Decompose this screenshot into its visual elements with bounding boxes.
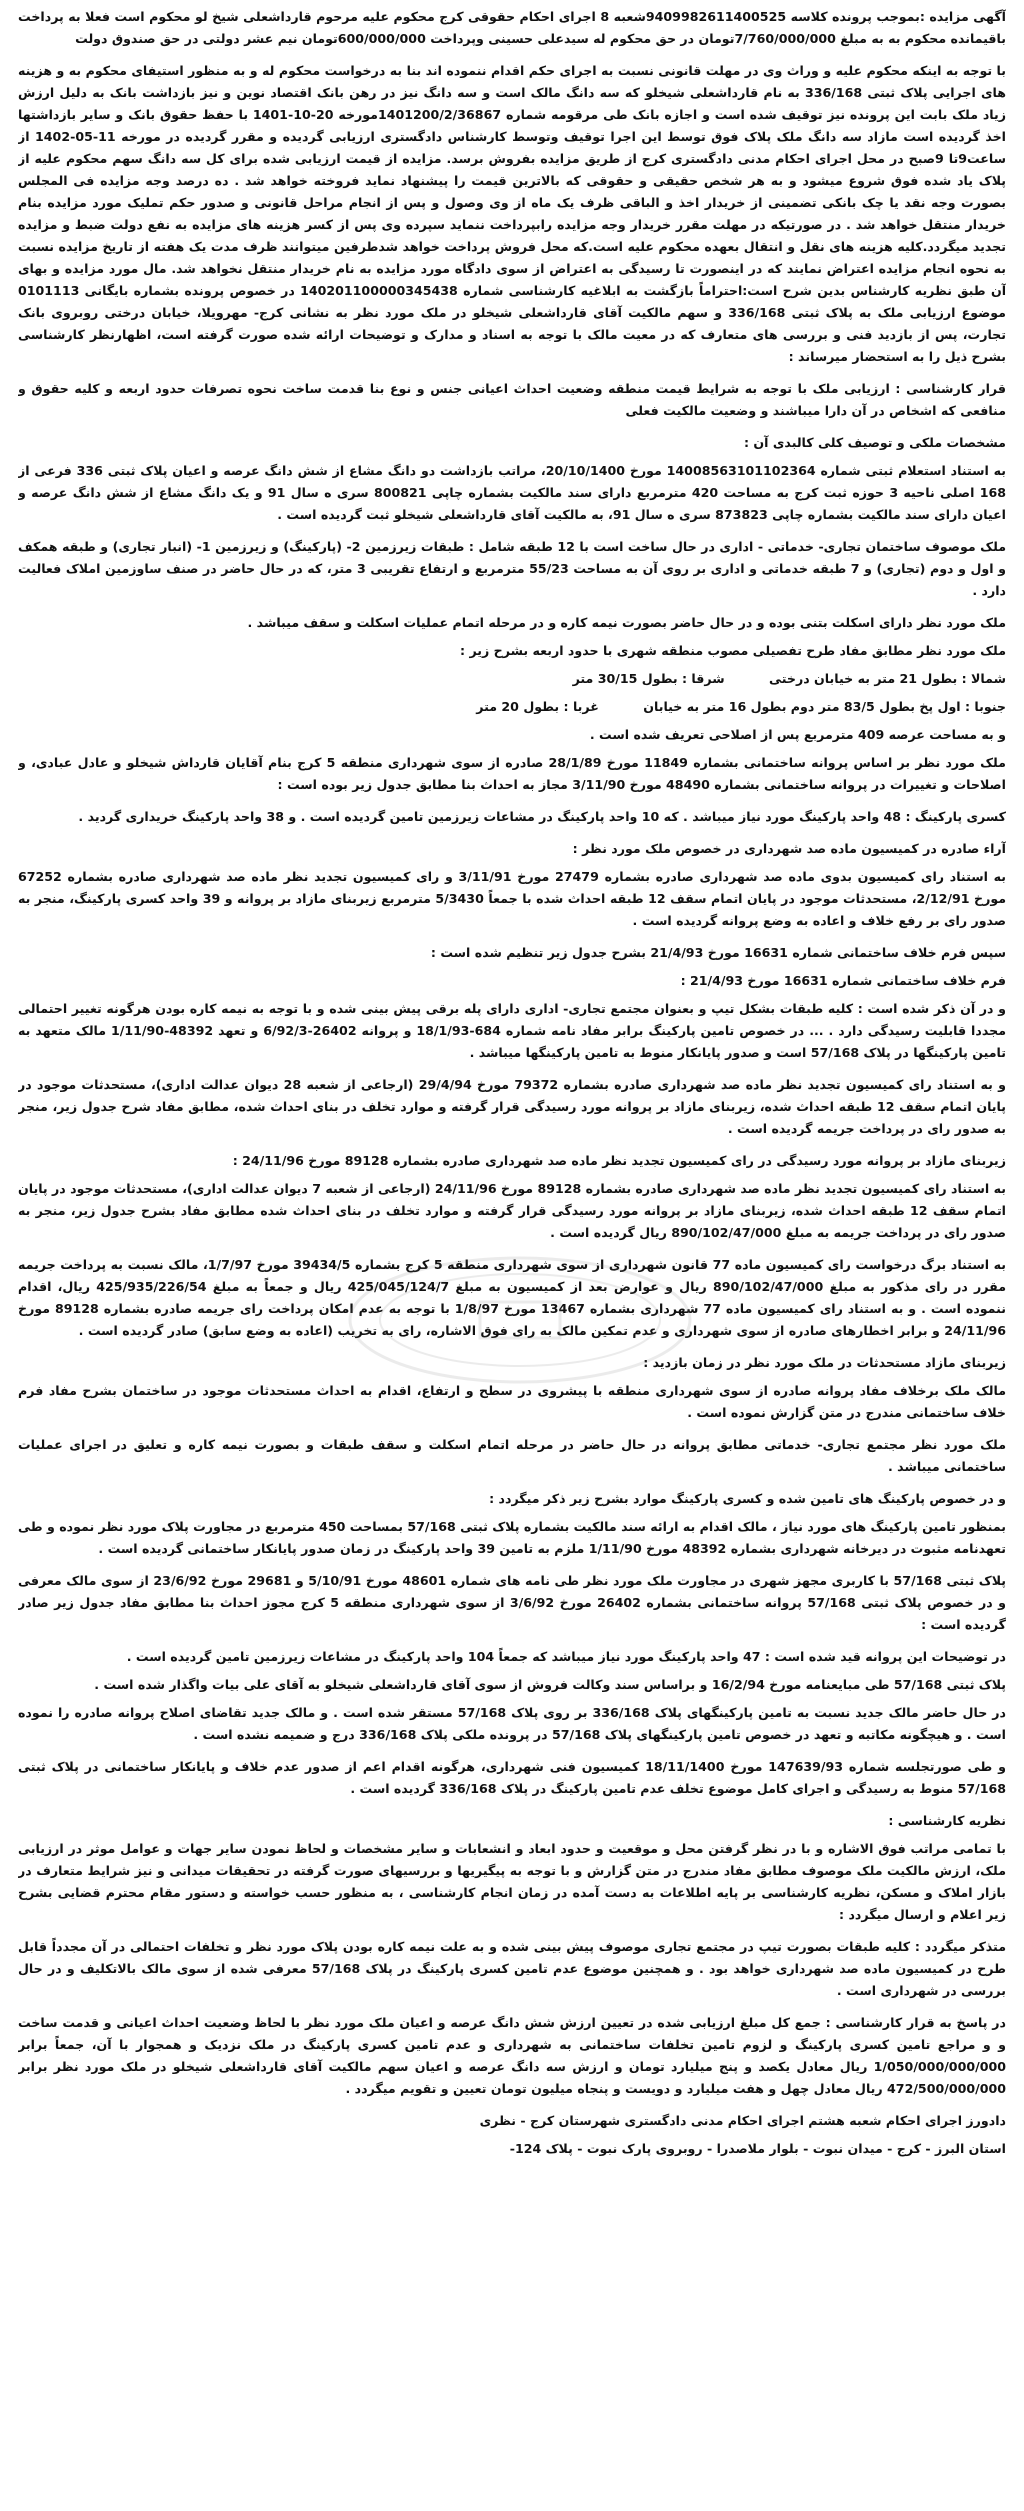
section-heading: آراء صادره در کمیسیون ماده صد شهرداری در خصوص ملک مورد نظر : <box>572 841 1006 856</box>
boundary-south: جنوبا : اول پخ بطول 83/5 متر دوم بطول 16 متر به خیابان <box>643 699 1006 714</box>
boundary-area: و به مساحت عرصه 409 مترمربع پس از اصلاحی تعریف شده است . <box>589 727 1006 742</box>
paragraph: ملک مورد نظر دارای اسکلت بتنی بوده و در حال حاضر بصورت نیمه کاره و در مرحله اتمام عملیات اسکلت و سقف میباشد . <box>247 615 1006 630</box>
paragraph: متذکر میگردد : کلیه طبقات بصورت تیپ در مجتمع تجاری موصوف پیش بینی شده و به علت نیمه کاره بودن پلاک مورد نظر و تخلفات احتمالی در آن مجدداً قابل طرح در کمیسیون ماده صد شهرداری خواهد بود . و همچنین موضوع عدم تامین کسری پارکینگ در پلاک 57/168 معرفی شده از سوی مالک بالاتکلیف و در حال بررسی در شهرداری است . <box>18 1939 1006 1998</box>
boundary-west: غربا : بطول 20 متر <box>476 699 599 714</box>
signature-line: دادورز اجرای احکام شعبه هشتم اجرای احکام مدنی دادگستری شهرستان کرج - نظری <box>479 2113 1006 2128</box>
section-heading: فرم خلاف ساختمانی شماره 16631 مورخ 21/4/93 : <box>680 973 1006 988</box>
paragraph: کسری پارکینگ : 48 واحد پارکینگ مورد نیاز میباشد . که 10 واحد پارکینگ در مشاعات زیرزمین تامین گردیده است . و 38 واحد پارکینگ خریداری گردید . <box>78 809 1006 824</box>
section-heading: زیربنای مازاد بر پروانه مورد رسیدگی در رای کمیسیون تجدید نظر ماده صد شهرداری صادره بشماره 89128 مورخ 24/11/96 : <box>232 1153 1006 1168</box>
section-heading: مشخصات ملکی و توصیف کلی کالبدی آن : <box>744 435 1006 450</box>
paragraph: در پاسخ به قرار کارشناسی : جمع کل مبلغ ارزیابی شده در تعیین ارزش شش دانگ عرصه و اعیان ملک مورد نظر با لحاظ وضعیت احداث اعیانی و قدمت ساخت و و مراجع تامین کسری پارکینگ و لزوم تامین تخلفات ساختمانی به شهرداری و عدم تامین کسری پارکینگ در ملک نزدیک و همجوار با آن، جمعاً برابر 1/050/000/000/000 ریال معادل یکصد و پنج میلیارد تومان و ارزش سه دانگ عرصه و اعیان سهم مالکیت آقای قارداشعلی شیخلو در ملک مورد نظر برابر 472/500/000/000 ریال معادل چهل و هفت میلیارد و دویست و پنجاه میلیون تومان تعیین و تقویم میگردد . <box>18 2015 1006 2096</box>
section-heading: نظریه کارشناسی : <box>888 1813 1006 1828</box>
paragraph: در توضیحات این پروانه قید شده است : 47 واحد پارکینگ مورد نیاز میباشد که جمعاً 104 واحد پارکینگ در مشاعات زیرزمین تامین گردیده است . <box>126 1649 1006 1664</box>
section-heading: زیربنای مازاد مستحدثات در ملک مورد نظر در زمان بازدید : <box>643 1355 1006 1370</box>
paragraph: در حال حاضر مالک جدید نسبت به تامین پارکینگهای پلاک 336/168 بر روی پلاک 57/168 مستقر شده است . و مالک جدید تقاضای اصلاح پروانه صادره را نموده است . و هیچگونه مکاتبه و تعهد در خصوص تامین پارکینگهای پلاک 57/168 در پرونده ملکی پلاک 336/168 درج و ضمیمه نشده است . <box>18 1705 1006 1742</box>
paragraph: و طی صورتجلسه شماره 147639/93 مورخ 18/11/1400 کمیسیون فنی شهرداری، هرگونه اقدام اعم از صدور عدم خلاف و پایانکار ساختمانی در پلاک ثبتی 57/168 منوط به رسیدگی و اجرای کامل موضوع تخلف عدم تامین پارکینگ در پلاک 336/168 گردیده است . <box>18 1759 1006 1796</box>
paragraph: با تمامی مراتب فوق الاشاره و با در نظر گرفتن محل و موقعیت و حدود ابعاد و انشعابات و سایر مشخصات و لحاظ نمودن سایر جهات و عوامل موثر در ارزیابی ملک، ارزش مالکیت ملک موصوف مطابق مفاد مندرج در متن گزارش و با توجه به پیگیریها و بررسیهای صورت گرفته در تحقیقات میدانی و نیز شرایط متعارف در بازار املاک و مسکن، نظریه کارشناسی بر پایه اطلاعات به دست آمده در زمان انجام کارشناسی ، به منظور حسب خواسته و دستور مقام محترم قضایی بشرح زیر اعلام و ارسال میگردد : <box>18 1841 1006 1922</box>
paragraph: به استناد برگ درخواست رای کمیسیون ماده 77 قانون شهرداری از سوی شهرداری منطقه 5 کرج بشماره 39434/5 مورخ 1/7/97، مالک نسبت به پرداخت جریمه مقرر در رای مذکور به مبلغ 890/102/47/000 ریال و عوارض بعد از کمیسیون به مبلغ 425/045/124/7 ریال و جمعاً به مبلغ 425/935/226/54 ریال، اقدام ننموده است . و به استناد رای کمیسیون ماده 77 شهرداری بشماره 13467 مورخ 1/8/97 با توجه به عدم امکان پرداخت رای جریمه صادره بشماره 89128 مورخ 24/11/96 و برابر اخطارهای صادره از سوی شهرداری و عدم تمکین مالک به رای فوق الاشاره، رای به تخریب (اعاده به وضع سابق) صادر گردیده است . <box>18 1257 1006 1338</box>
boundary-east: شرقا : بطول 30/15 متر <box>572 671 725 686</box>
paragraph: پلاک ثبتی 57/168 طی مبایعنامه مورخ 16/2/94 و براساس سند وکالت فروش از سوی آقای قارداشعلی شیخلو به آقای علی بیات واگذار شده است . <box>94 1677 1006 1692</box>
paragraph: ملک مورد نظر مطابق مفاد طرح تفصیلی مصوب منطقه شهری با حدود اربعه بشرح زیر : <box>460 643 1006 658</box>
paragraph: پلاک ثبتی 57/168 با کاربری مجهز شهری در مجاورت ملک مورد نظر طی نامه های شماره 48601 مورخ 5/10/91 و 29681 مورخ 23/6/92 از سوی مالک معرفی و در خصوص پلاک ثبتی 57/168 پروانه ساختمانی بشماره 26402 مورخ 3/6/92 از سوی شهرداری منطقه 5 کرج مجوز احداث بنا مطابق مفاد جدول زیر صادر گردیده است : <box>18 1573 1006 1632</box>
paragraph: و به استناد رای کمیسیون تجدید نظر ماده صد شهرداری صادره بشماره 79372 مورخ 29/4/94 (ارجاعی از شعبه 28 دیوان عدالت اداری)، مستحدثات موجود در پایان اتمام سقف 12 طبقه احداث شده، زیربنای مازاد بر پروانه مورد رسیدگی قرار گرفته و موارد تخلف در بنای احداث شده، مطابق مفاد شرح جدول زیر، منجر به صدور رای در پرداخت جریمه گردیده است . <box>18 1077 1006 1136</box>
paragraph: ملک مورد نظر بر اساس پروانه ساختمانی بشماره 11849 مورخ 28/1/89 صادره از سوی شهرداری منطقه 5 کرج بنام آقایان قارداش شیخلو و عادل عبادی، و اصلاحات و تغییرات در پروانه ساختمانی بشماره 48490 مورخ 3/11/90 مجاز به احداث بنا مطابق جدول زیر بوده است : <box>18 755 1006 792</box>
paragraph: سپس فرم خلاف ساختمانی شماره 16631 مورخ 21/4/93 بشرح جدول زیر تنظیم شده است : <box>430 945 1006 960</box>
paragraph: ملک موصوف ساختمان تجاری- خدماتی - اداری در حال ساخت است با 12 طبقه شامل : طبقات زیرزمین 2- (پارکینگ) و زیرزمین 1- (انبار تجاری) و طبقه همکف و اول و دوم (تجاری) و 7 طبقه خدماتی و اداری بر روی آن به مساحت 55/23 مترمربع و ارتفاع تقریبی 3 متر، که در حال حاضر در صنف ساوزمین املاک فعالیت دارد . <box>18 539 1006 598</box>
boundary-north: شمالا : بطول 21 متر به خیابان درختی <box>769 671 1006 686</box>
paragraph: بمنظور تامین پارکینگ های مورد نیاز ، مالک اقدام به ارائه سند مالکیت بشماره پلاک ثبتی 57/168 بمساحت 450 مترمربع در مجاورت پلاک مورد نظر نموده و طی تعهدنامه مثبوت در دیرخانه شهرداری بشماره 48392 مورخ 1/11/90 ملزم به تامین 39 واحد پارکینگ در زمان صدور پایانکار ساختمانی گردیده است . <box>18 1519 1006 1556</box>
section-heading: و در خصوص پارکینگ های تامین شده و کسری پارکینگ موارد بشرح زیر ذکر میگردد : <box>489 1491 1006 1506</box>
footer <box>18 2110 1006 2160</box>
boundaries-south-west <box>18 696 1006 718</box>
paragraph: به استناد استعلام ثبتی شماره 14008563101102364 مورخ 20/10/1400، مراتب بازداشت دو دانگ مشاع از شش دانگ عرصه و اعیان پلاک ثبتی 336 فرعی از 168 اصلی ناحیه 3 حوزه ثبت کرج به مساحت 420 مترمربع دارای سند مالکیت بشماره چاپی 800821 سری ه سال 91 و یک دانگ مشاع از شش دانگ عرصه و اعیان دارای سند مالکیت بشماره چاپی 873823 سری ه سال 91، به مالکیت آقای قارداشعلی شیخلو ثبت گردیده است . <box>18 463 1006 522</box>
boundaries-north-east <box>18 668 1006 690</box>
paragraph: به استناد رای کمیسیون تجدید نظر ماده صد شهرداری صادره بشماره 89128 مورخ 24/11/96 (ارجاعی از شعبه 7 دیوان عدالت اداری)، مستحدثات موجود در پایان اتمام سقف 12 طبقه احداث شده، زیربنای مازاد بر پروانه مورد رسیدگی قرار گرفته و موارد تخلف در بنای احداث شده مطابق مفاد بشرح جدول زیر، منجر به صدور رای در پرداخت جریمه به مبلغ 890/102/47/000 ریال گردیده است . <box>18 1181 1006 1240</box>
paragraph: و در آن ذکر شده است : کلیه طبقات بشکل تیپ و بعنوان مجتمع تجاری- اداری دارای پله برقی پیش بینی شده و با توجه به نیمه کاره بودن هرگونه تغییر احتمالی مجددا قابلیت رسیدگی دارد . ... در خصوص تامین پارکینگ برابر مفاد نامه شماره 684-18/1/93 و پروانه 26402-6/92/3 و تعهد 48392-1/11/90 مالک متعهد به تامین پارکینگها در پلاک 57/168 است و صدور پایانکار منوط به تامین پارکینگها میباشد . <box>18 1001 1006 1060</box>
address-line: استان البرز - کرج - میدان نبوت - بلوار ملاصدرا - روبروی پارک نبوت - پلاک 124- <box>509 2141 1006 2156</box>
paragraph: مالک ملک برخلاف مفاد پروانه صادره از سوی شهرداری منطقه با پیشروی در سطح و ارتفاع، اقدام به احداث مستحدثات موجود در ساختمان بشرح مفاد فرم خلاف ساختمانی مندرج در متن گزارش نموده است . <box>18 1383 1006 1420</box>
paragraph: با توجه به اینکه محکوم علیه و وراث وی در مهلت قانونی نسبت به اجرای حکم اقدام ننموده اند بنا به درخواست محکوم له و به منظور استیفای محکوم به و هزینه های اجرایی پلاک ثبتی 336/168 به نام قارداشعلی شیخلو که سه دانگ مالک است و سه دانگ نیز در رهن بانک اقتصاد نوین و نیز بازداشت بانک به دلیل ارزش زیاد ملک بابت این پرونده نیز توقیف شده است و اجازه بانک طی مرقومه شماره 1401200/2/36867مورخه 20-10-1401 با حفظ حقوق بانک و سایر بازداشتها اخذ گردیده است مازاد سه دانگ ملک پلاک فوق توسط این اجرا توقیف وتوسط کارشناس دادگستری ارزیابی گردیده و مقرر گردیده در مورخه 11-05-1402 از ساعت9تا 9صبح در محل اجرای احکام مدنی دادگستری کرج از طریق مزایده بفروش برسد. مزایده از قیمت ارزیابی شده برای کل سه دانگ سهم محکوم علیه از پلاک یاد شده فوق شروع میشود و به هر شخص حقیقی و حقوقی که بالاترین قیمت را پیشنهاد نماید فروخته خواهد شد . ده درصد وجه مزایده فی المجلس بصورت وجه نقد یا چک بانکی تضمینی از خریدار اخذ و الباقی ظرف یک ماه از وی وصول و پس از انجام مراحل قانونی و صدور حکم تملیک مورد مزایده بنام خریدار منتقل خواهد شد . در صورتیکه در مهلت مقرر خریدار وجه مزایده رابپرداخت ننماید سپرده وی پس از کسر هزینه های مزایده به نفع دولت ضبط و مزایده تجدید میگردد.کلیه هزینه های نقل و انتقال بعهده محکوم علیه است.که محل فروش پرداخت خواهد شدطرفین میتوانند ظرف مدت یک هفته از تاریخ مزایده نسبت به نحوه انجام مزایده اعتراض نمایند که در اینصورت تا رسیدگی به اعتراض از سوی دادگاه مورد مزایده به نام خریدار منتقل نخواهد شد. مال مورد مزایده و بهای آن طبق نظریه کارشناس بدین شرح است:احتراماً بازگشت به ابلاغیه کارشناسی شماره 140201100000345438 در خصوص پرونده بشماره بایگانی 0101113 موضوع ارزیابی ملک به پلاک ثبتی 336/168 و سهم مالکیت آقای قارداشعلی شیخلو در ملک مورد نظر به نشانی کرج- مهرویلا، خیابان درختی روبروی بانک تجارت، پس از بازدید فنی و بررسی های متعارف که در معیت مالک با توجه به اسناد و مدارک و توضیحات ارائه شده صورت گرفته است، اظهارنظر کارشناسی بشرح ذیل را به استحضار میرساند : <box>18 63 1006 364</box>
notice-document <box>18 6 1006 2505</box>
paragraph: ملک مورد نظر مجتمع تجاری- خدماتی مطابق پروانه در حال حاضر در مرحله اتمام اسکلت و سقف طبقات و بصورت نیمه کاره و تعلیق در اجرای عملیات ساختمانی میباشد . <box>18 1437 1006 1474</box>
paragraph: قرار کارشناسی : ارزیابی ملک با توجه به شرایط قیمت منطقه وضعیت احداث اعیانی جنس و نوع بنا قدمت ساخت نحوه تصرفات حدود اربعه و کلیه حقوق و منافعی که اشخاص در آن دارا میباشند و وضعیت مالکیت فعلی <box>18 381 1006 418</box>
notice-intro: آگهی مزایده :بموجب پرونده کلاسه 9409982611400525شعبه 8 اجرای احکام حقوقی کرج محکوم علیه مرحوم قارداشعلی شیخ لو محکوم است فعلا به پرداخت باقیمانده محکوم به به مبلغ 7/760/000/000تومان در حق محکوم له سیدعلی حسینی وپرداخت 600/000/000تومان نیم عشر دولتی در حق صندوق دولت <box>18 9 1006 46</box>
paragraph: به استناد رای کمیسیون بدوی ماده صد شهرداری صادره بشماره 27479 مورخ 3/11/91 و رای کمیسیون تجدید نظر ماده صد شهرداری صادره بشماره 67252 مورخ 2/12/91، مستحدثات موجود در پایان اتمام سقف 12 طبقه احداث شده با جمعاً 5/3430 مترمربع زیربنای مازاد بر پروانه و 39 واحد کسری پارکینگ، منجر به صدور رای بر رفع خلاف و اعاده به وضع پروانه گردیده است . <box>18 869 1006 928</box>
